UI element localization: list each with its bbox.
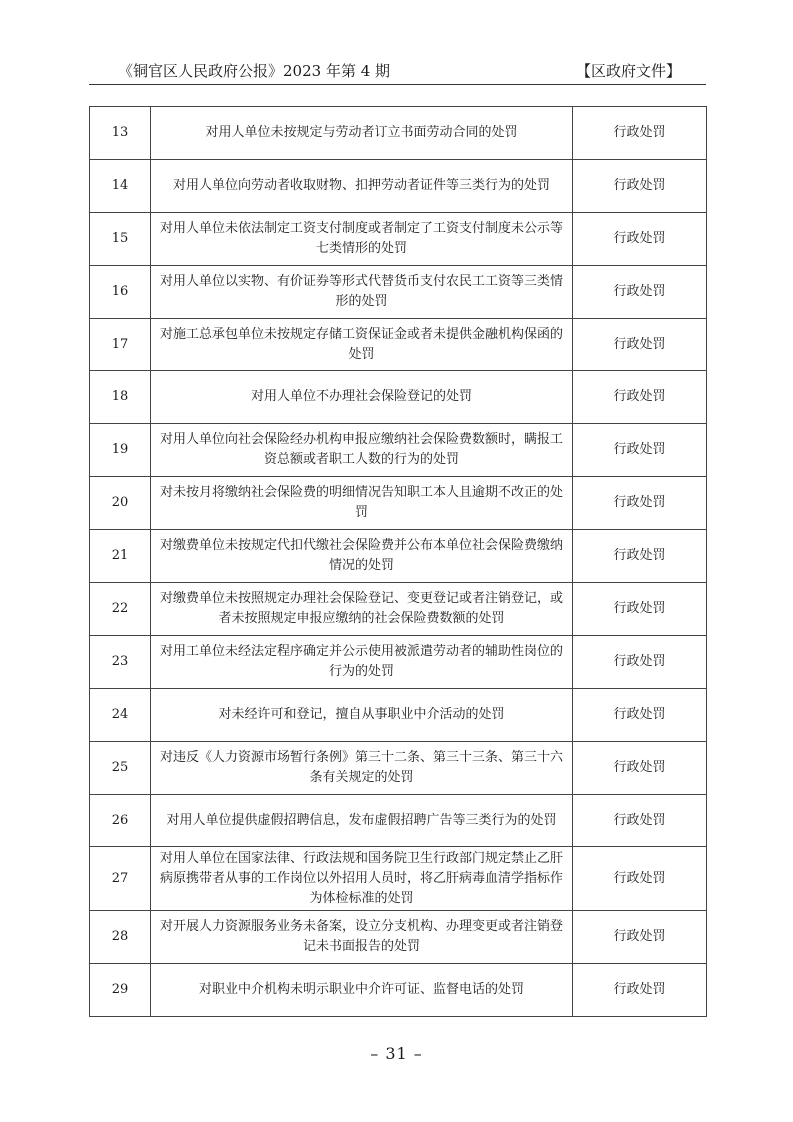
table-row: [90, 794, 707, 847]
table-row: [90, 964, 707, 1017]
item-name: 对未按月将缴纳社会保险费的明细情况告知职工本人且逾期不改正的处罚: [151, 477, 573, 530]
item-type: 行政处罚: [573, 688, 707, 741]
item-type: 行政处罚: [573, 530, 707, 583]
table-row: [90, 530, 707, 583]
item-name: 对用工单位未经法定程序确定并公示使用被派遣劳动者的辅助性岗位的行为的处罚: [151, 635, 573, 688]
row-number: 17: [90, 318, 151, 371]
table-row: [90, 477, 707, 530]
row-number: 22: [90, 583, 151, 636]
table-row: [90, 424, 707, 477]
table-row: [90, 847, 707, 911]
table-row: [90, 741, 707, 794]
header-divider: [89, 84, 706, 85]
penalty-items-table: [89, 106, 707, 1017]
item-name: 对违反《人力资源市场暂行条例》第三十二条、第三十三条、第三十六条有关规定的处罚: [151, 741, 573, 794]
table-row: [90, 371, 707, 424]
row-number: 16: [90, 265, 151, 318]
item-name: 对用人单位向劳动者收取财物、扣押劳动者证件等三类行为的处罚: [151, 159, 573, 212]
item-type: 行政处罚: [573, 265, 707, 318]
item-name: 对用人单位以实物、有价证券等形式代替货币支付农民工工资等三类情形的处罚: [151, 265, 573, 318]
table-row: [90, 583, 707, 636]
item-name: 对用人单位未依法制定工资支付制度或者制定了工资支付制度未公示等七类情形的处罚: [151, 212, 573, 265]
gazette-title: 《铜官区人民政府公报》2023 年第 4 期: [118, 62, 391, 80]
item-type: 行政处罚: [573, 635, 707, 688]
section-label: 【区政府文件】: [575, 62, 681, 80]
item-type: 行政处罚: [573, 212, 707, 265]
table-row: [90, 212, 707, 265]
item-name: 对用人单位不办理社会保险登记的处罚: [151, 371, 573, 424]
item-type: 行政处罚: [573, 371, 707, 424]
row-number: 25: [90, 741, 151, 794]
row-number: 26: [90, 794, 151, 847]
table-row: [90, 318, 707, 371]
row-number: 19: [90, 424, 151, 477]
item-type: 行政处罚: [573, 107, 707, 160]
item-type: 行政处罚: [573, 794, 707, 847]
table-row: [90, 265, 707, 318]
row-number: 18: [90, 371, 151, 424]
row-number: 14: [90, 159, 151, 212]
row-number: 23: [90, 635, 151, 688]
item-name: 对开展人力资源服务业务未备案，设立分支机构、办理变更或者注销登记未书面报告的处罚: [151, 911, 573, 964]
table-row: [90, 635, 707, 688]
item-name: 对未经许可和登记，擅自从事职业中介活动的处罚: [151, 688, 573, 741]
page-number: – 31 –: [370, 1044, 423, 1063]
table-row: [90, 911, 707, 964]
item-type: 行政处罚: [573, 583, 707, 636]
row-number: 15: [90, 212, 151, 265]
item-type: 行政处罚: [573, 424, 707, 477]
item-type: 行政处罚: [573, 964, 707, 1017]
item-type: 行政处罚: [573, 477, 707, 530]
item-name: 对施工总承包单位未按规定存储工资保证金或者未提供金融机构保函的处罚: [151, 318, 573, 371]
row-number: 27: [90, 847, 151, 911]
item-type: 行政处罚: [573, 318, 707, 371]
item-type: 行政处罚: [573, 911, 707, 964]
table-row: [90, 159, 707, 212]
item-name: 对用人单位未按规定与劳动者订立书面劳动合同的处罚: [151, 107, 573, 160]
table-row: [90, 688, 707, 741]
row-number: 24: [90, 688, 151, 741]
row-number: 13: [90, 107, 151, 160]
item-type: 行政处罚: [573, 847, 707, 911]
item-name: 对缴费单位未按规定代扣代缴社会保险费并公布本单位社会保险费缴纳情况的处罚: [151, 530, 573, 583]
item-name: 对缴费单位未按照规定办理社会保险登记、变更登记或者注销登记，或者未按照规定申报应缴纳的社会保险费数额的处罚: [151, 583, 573, 636]
item-type: 行政处罚: [573, 741, 707, 794]
row-number: 28: [90, 911, 151, 964]
row-number: 29: [90, 964, 151, 1017]
item-name: 对用人单位提供虚假招聘信息，发布虚假招聘广告等三类行为的处罚: [151, 794, 573, 847]
item-name: 对职业中介机构未明示职业中介许可证、监督电话的处罚: [151, 964, 573, 1017]
item-type: 行政处罚: [573, 159, 707, 212]
item-name: 对用人单位向社会保险经办机构申报应缴纳社会保险费数额时，瞒报工资总额或者职工人数的行为的处罚: [151, 424, 573, 477]
item-name: 对用人单位在国家法律、行政法规和国务院卫生行政部门规定禁止乙肝病原携带者从事的工作岗位以外招用人员时，将乙肝病毒血清学指标作为体检标准的处罚: [151, 847, 573, 911]
table-row: [90, 107, 707, 160]
row-number: 21: [90, 530, 151, 583]
row-number: 20: [90, 477, 151, 530]
